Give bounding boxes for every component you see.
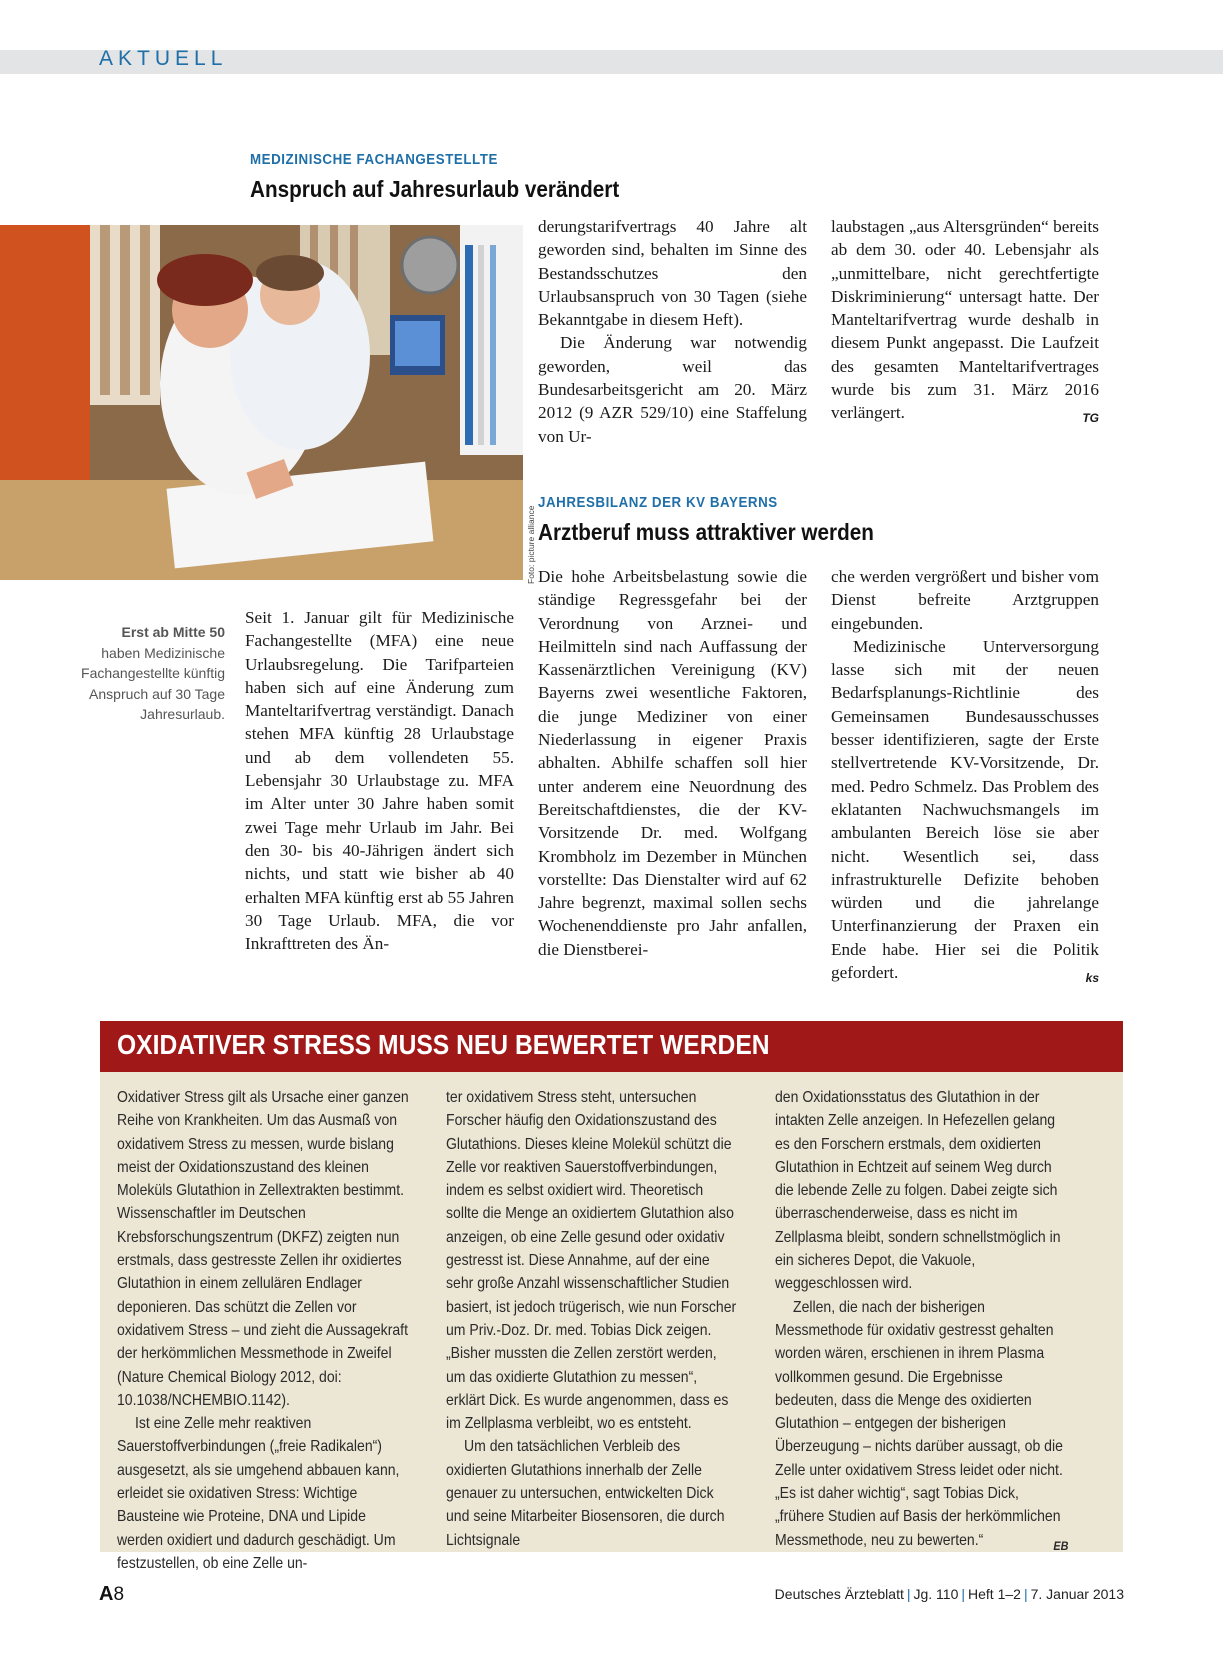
article1-column-2 [538,215,807,448]
article2-headline: Arztberuf muss attraktiver werden [538,519,874,545]
footer-citation: Deutsches Ärzteblatt | Jg. 110 | Heft 1–2 | 7. Januar 2013 [774,1586,1124,1602]
article1-col2-p2: Die Änderung war notwendig geworden, weil das Bundesarbeitsgericht am 20. März 2012 (9 AZR 529/10) eine Staffelung von Ur- [538,333,807,446]
page-number [99,1583,124,1606]
caption-bold: Erst ab Mitte 50 [121,624,225,640]
infobox-col3-p1: den Oxidationsstatus des Glutathion in der intakten Zelle anzeigen. In Hefezellen gelang es den Forschern erstmals, dem oxidierten Glutathion in Echtzeit auf seinem Weg durch die lebende Zelle zu folgen. Dabei zeigte sich überraschenderweise, dass es nicht im Zellplasma bleibt, sondern schnellstmöglich in ein sicheres Depot, die Vakuole, weggeschlossen wird. [775,1089,1061,1293]
page-prefix: A [99,1583,114,1605]
infobox-signature: EB [1053,1538,1069,1553]
infobox-col2-p1: ter oxidativem Stress steht, untersuchen Forscher häufig den Oxidationszustand des Glutathions. Dieses kleine Molekül schützt die Zelle vor reaktiven Sauerstoffverbindungen, indem es selbst oxidiert wird. Theoretisch sollte die Menge an oxidiertem Glutathion also anzeigen, ob eine Zelle gesund oder oxidativ gestresst ist. Diese Annahme, auf der eine sehr große Anzahl wissenschaftlicher Studien basiert, ist jedoch trügerisch, wie nun Forscher um Priv.-Doz. Dr. med. Tobias Dick zeigen. „Bisher mussten die Zellen zerstört werden, um das oxidierte Glutathion zu messen“, erklärt Dick. Es wurde angenommen, dass es im Zellplasma verbleibt, wo es entsteht. [446,1089,737,1433]
article1-col1-text: Seit 1. Januar gilt für Medizinische Fachangestellte (MFA) eine neue Urlaubsregelung. Die Tarifparteien haben sich auf eine Änderung zum Manteltarifvertrag verständigt. Danach stehen MFA künftig 28 Urlaubstage und ab dem vollendeten 55. Lebensjahr 30 Urlaubstage zu. MFA im Alter unter 30 Jahre haben somit zwei Tage mehr Urlaub im Jahr. Bei den 30- bis 40-Jährigen ändert sich nichts, und statt wie bisher ab 40 erhalten MFA künftig erst ab 55 Jahren 30 Tage Urlaub. MFA, die vor Inkrafttreten des Än- [245,608,514,954]
infobox-title: OXIDATIVER STRESS MUSS NEU BEWERTET WERDEN [117,1029,770,1060]
infobox-col1-p2: Ist eine Zelle mehr reaktiven Sauerstoffverbindungen („freie Radikalen“) ausgesetzt, als sie umgehend abbauen kann, erleidet sie oxidativen Stress: Wichtige Bausteine wie Proteine, DNA und Lipide werden oxidiert und dadurch geschädigt. Um festzustellen, ob eine Zelle un- [117,1415,400,1572]
article1-signature: TG [1082,411,1099,426]
article1-col3-text: laubstagen „aus Altersgründen“ bereits ab dem 30. oder 40. Lebensjahr als „unmittelbare, nicht gerechtfertigte Diskriminierung“ untersagt hatte. Der Manteltarifvertrag wurde deshalb in diesem Punkt angepasst. Die Laufzeit des gesamten Manteltarifvertrages wurde bis zum 31. März 2016 verlängert. TG [831,215,1099,425]
infobox-column-1 [117,1086,410,1575]
article2-col2-p2: Medizinische Unterversorgung lasse sich mit der neuen Bedarfsplanungs-Richtlinie des Gemeinsamen Bundesausschusses besser identifizieren, sagte der Erste stellvertretende KV-Vorsitzende, Dr. med. Pedro Schmelz. Das Problem des eklatanten Nachwuchsmangels im ambulanten Bereich löse sie aber nicht. Wesentlich sei, dass infrastrukturelle Defizite behoben würden und die jahrelange Unterfinanzierung der Praxen ein Ende habe. Hier sei die Politik gefordert. ks [831,635,1099,984]
photo-caption [80,622,225,725]
article2-column-1 [538,565,807,961]
infobox-col1-p1: Oxidativer Stress gilt als Ursache einer ganzen Reihe von Krankheiten. Um das Ausmaß von oxidativem Stress zu messen, wurde bislang meist der Oxidationszustand des kleinen Moleküls Glutathion in Zellextrakten bestimmt. Wissenschaftler im Deutschen Krebsforschungszentrum (DKFZ) zeigten nun erstmals, dass gestresste Zellen ihr oxidiertes Glutathion in einem zellulären Endlager deponieren. Das schützt die Zellen vor oxidativem Stress – und zieht die Aussagekraft der herkömmlichen Messmethode in Zweifel (Nature Chemical Biology 2012, doi: 10.1038/NCHEMBIO.1142). [117,1089,409,1409]
article2-signature: ks [1085,971,1099,986]
article1-kicker: MEDIZINISCHE FACHANGESTELLTE [250,152,498,168]
article2-column-2 [831,565,1099,990]
article1-headline: Anspruch auf Jahresurlaub verändert [250,176,620,202]
footer-date: 7. Januar 2013 [1030,1586,1124,1602]
article2-col1-text: Die hohe Arbeitsbelastung sowie die ständige Regressgefahr bei der Verordnung von Arznei- und Heilmitteln sind nach Auffassung der Kassenärztlichen Vereinigung (KV) Bayerns zwei wesentliche Faktoren, die junge Mediziner von einer Niederlassung in eigener Praxis abhalten. Abhilfe schaffen soll hier unter anderem eine Neuordnung des Bereitschaftdienstes, die der KV-Vorsitzende Dr. med. Wolfgang Krombholz im Dezember in München vorstellte: Das Dienstalter wird auf 62 Jahre begrenzt, maximal sollen sechs Wochenenddienste pro Jahr anfallen, die Dienstberei- [538,567,807,959]
article1-column-1 [245,606,514,955]
photo-illustration [0,225,523,580]
article2-col2-p1: che werden vergrößert und bisher vom Dienst befreite Arztgruppen eingebunden. [831,567,1099,633]
infobox-column-3 [775,1086,1068,1558]
page-number-value: 8 [113,1584,125,1605]
photo-credit: Foto: picture alliance [526,505,536,584]
article1-photo [0,225,523,580]
article1-column-3 [831,215,1099,431]
section-label: AKTUELL [99,47,228,70]
article1-col2-p1: derungstarifvertrags 40 Jahre alt geworden sind, behalten im Sinne des Bestandsschutzes den Urlaubsanspruch von 30 Tagen (siehe Bekanntgabe in diesem Heft). [538,217,807,330]
infobox-col2-p2: Um den tatsächlichen Verbleib des oxidierten Glutathions innerhalb der Zelle genauer zu untersuchen, entwickelten Dick und seine Mitarbeiter Biosensoren, die durch Lichtsignale [446,1438,725,1549]
infobox-col3-p2: Zellen, die nach der bisherigen Messmethode für oxidativ gestresst gehalten worden wären, erschienen in ihrem Plasma vollkommen gesund. Die Ergebnisse bedeuten, dass die Menge des oxidierten Glutathion – entgegen der bisherigen Überzeugung – nichts darüber aussagt, ob die Zelle unter oxidativem Stress leidet oder nicht. „Es ist daher wichtig“, sagt Tobias Dick, „frühere Studien auf Basis der herkömmlichen Messmethode, neu zu bewerten.“ EB [775,1296,1068,1552]
footer-journal: Deutsches Ärzteblatt [774,1586,904,1602]
footer-issue: Heft 1–2 [968,1586,1021,1602]
infobox-column-2 [446,1086,739,1552]
caption-text: haben Medizinische Fachangestellte künftig Anspruch auf 30 Tage Jahresurlaub. [81,644,225,722]
article2-kicker: JAHRESBILANZ DER KV BAYERNS [538,495,778,511]
footer-volume: Jg. 110 [913,1586,959,1602]
